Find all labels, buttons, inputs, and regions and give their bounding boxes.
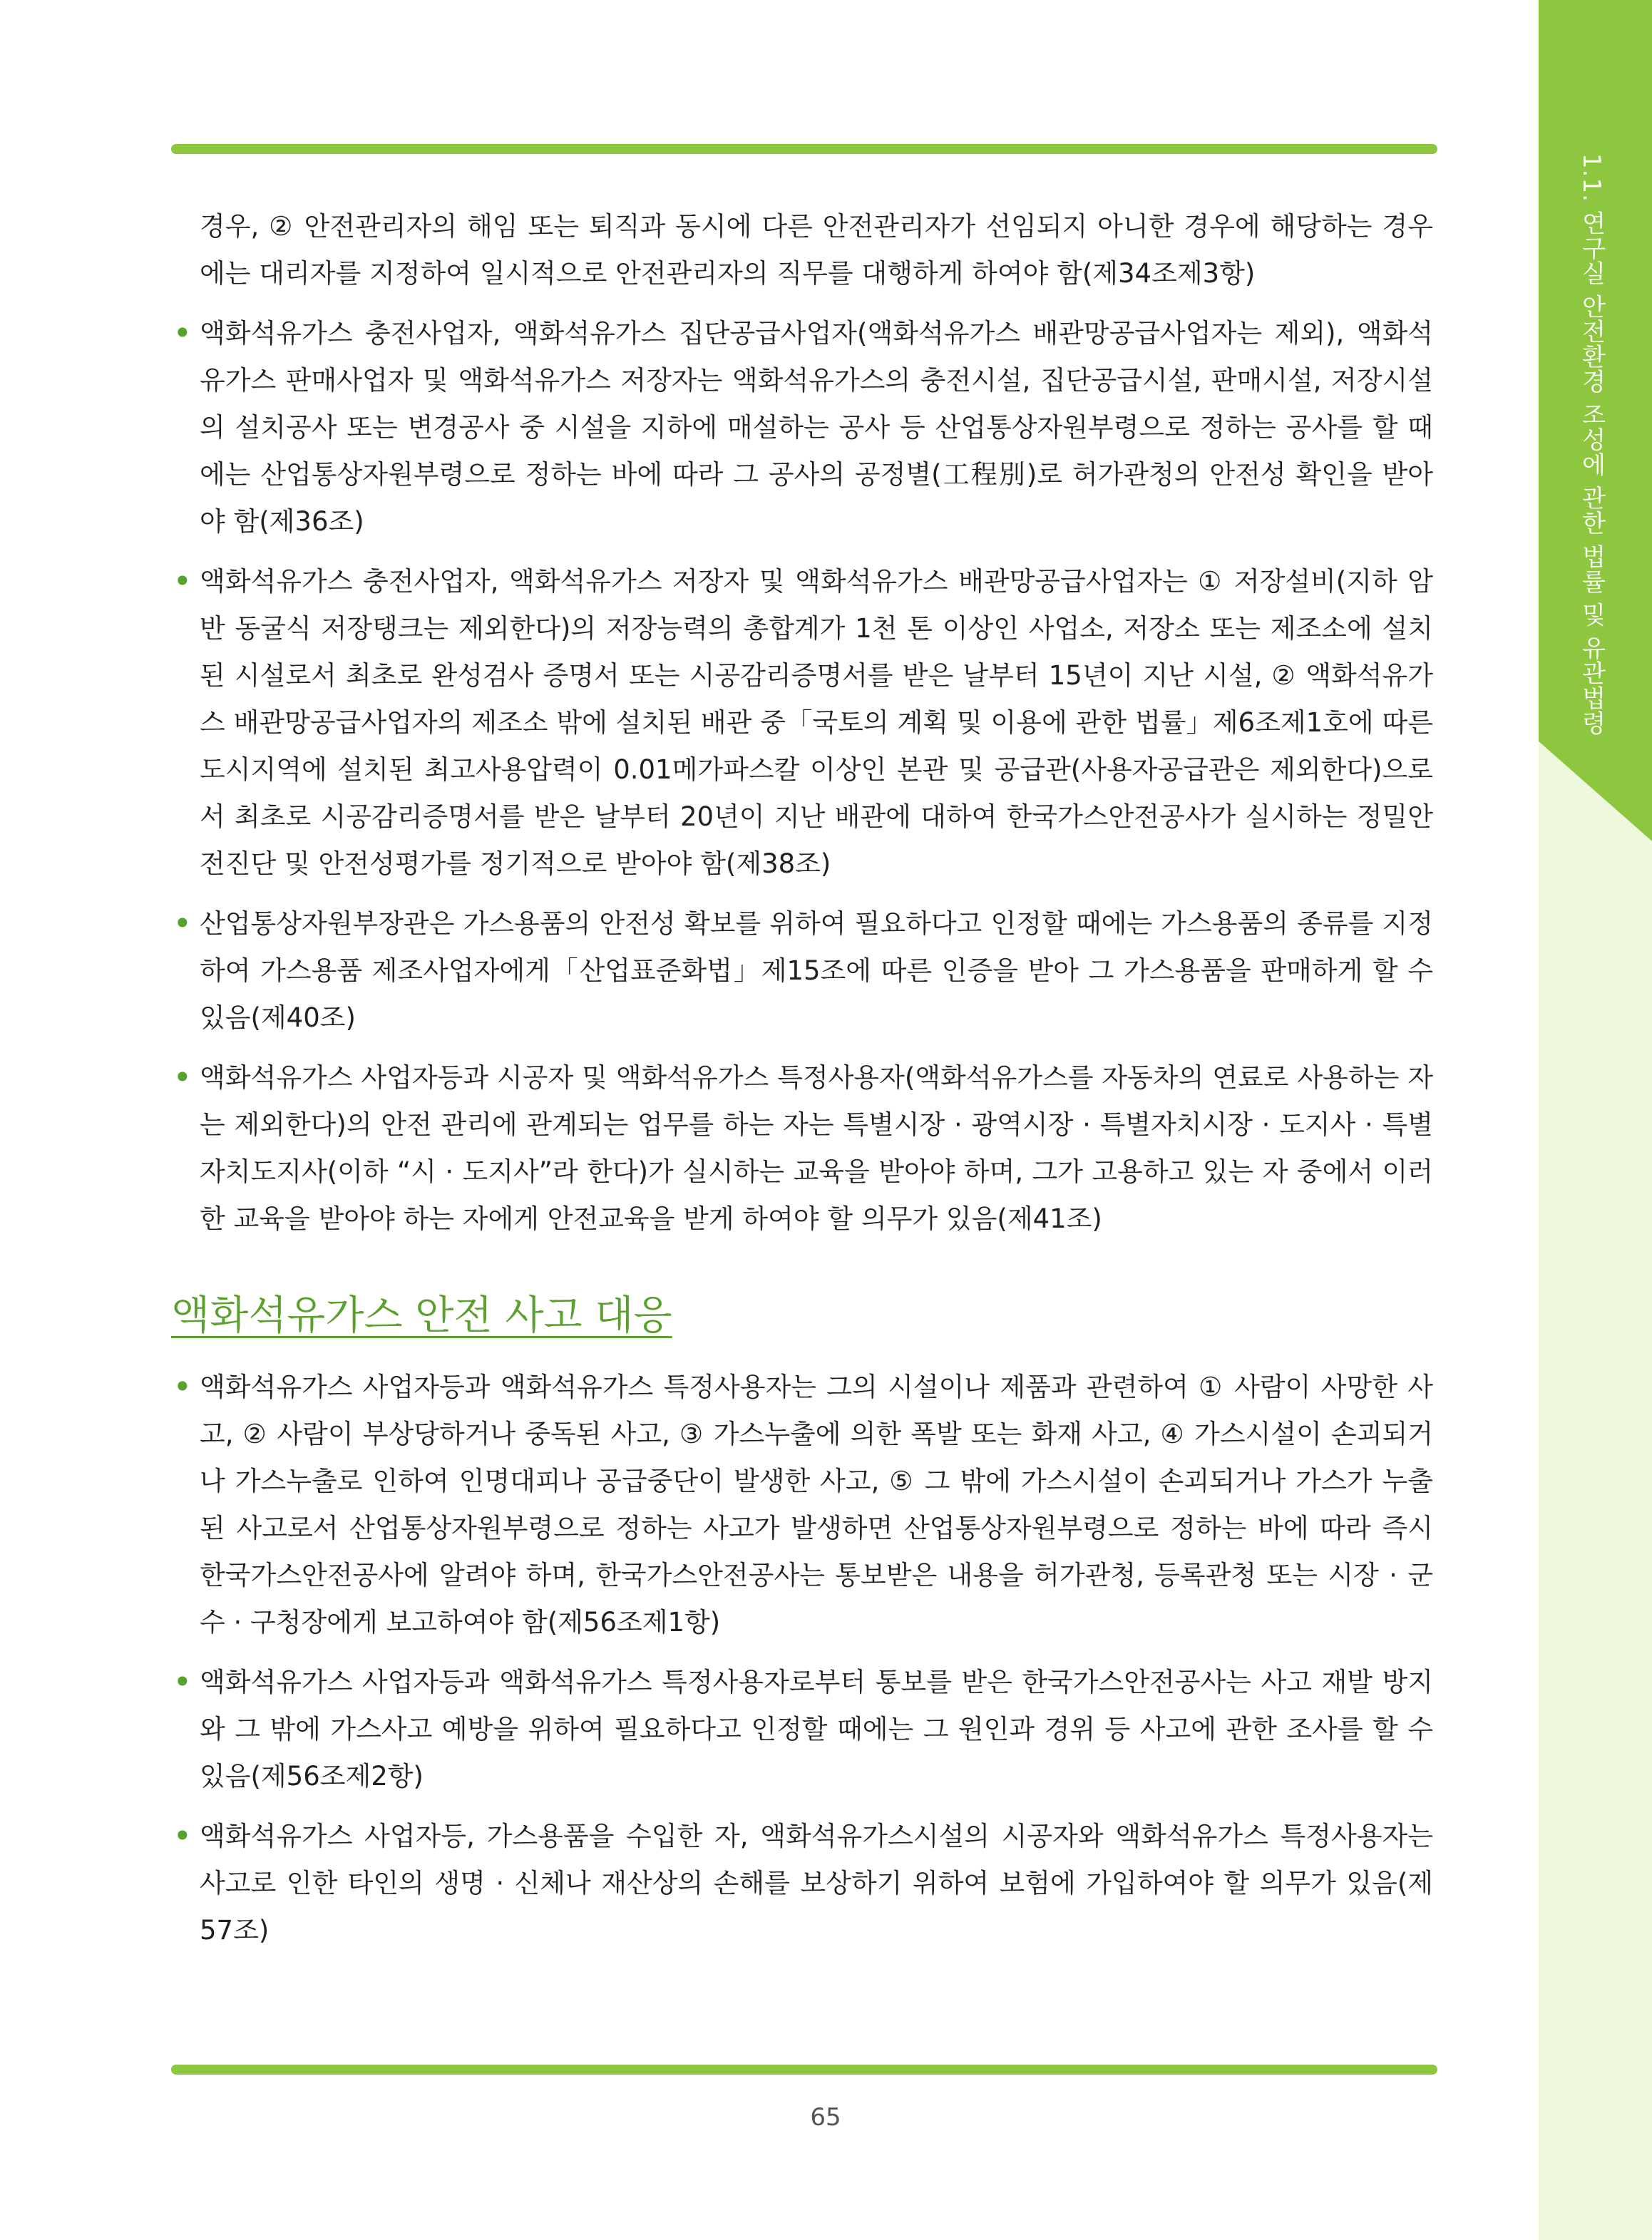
- side-chapter-label: 1.1. 연구실 안전환경 조성에 관한 법률 및 유관법령: [1577, 153, 1606, 736]
- bullet-item: • 액화석유가스 사업자등과 액화석유가스 특정사용자는 그의 시설이나 제품과 관련하여 ① 사람이 사망한 사고, ② 사람이 부상당하거나 중독된 사고, ③ 가스누출에 의한 폭발 또는 화재 사고, ④ 가스시설이 손괴되거나 가스누출로 인하여 인명대피나 공급중단이 발생한 사고, ⑤ 그 밖에 가스시설이 손괴되거나 가스가 누출된 사고로서 산업통상자원부령으로 정하는 사고가 발생하면 산업통상자원부령으로 정하는 바에 따라 즉시 한국가스안전공사에 알려야 하며, 한국가스안전공사는 통보받은 내용을 허가관청, 등록관청 또는 시장 · 군수 · 구청장에게 보고하여야 함(제56조제1항): [171, 1364, 1433, 1646]
- section-heading: 액화석유가스 안전 사고 대응: [171, 1293, 672, 1339]
- bullet-item: • 액화석유가스 충전사업자, 액화석유가스 집단공급사업자(액화석유가스 배관망공급사업자는 제외), 액화석유가스 판매사업자 및 액화석유가스 저장자는 액화석유가스의 충전시설, 집단공급시설, 판매시설, 저장시설의 설치공사 또는 변경공사 중 시설을 지하에 매설하는 공사 등 산업통상자원부령으로 정하는 공사를 할 때에는 산업통상자원부령으로 정하는 바에 따라 그 공사의 공정별(工程別)로 허가관청의 안전성 확인을 받아야 함(제36조): [171, 310, 1433, 545]
- top-divider: [171, 144, 1437, 154]
- bullet-item: • 액화석유가스 사업자등, 가스용품을 수입한 자, 액화석유가스시설의 시공자와 액화석유가스 특정사용자는 사고로 인한 타인의 생명 · 신체나 재산상의 손해를 보상하기 위하여 보험에 가입하여야 할 의무가 있음(제57조): [171, 1813, 1433, 1954]
- bullet-item: • 액화석유가스 사업자등과 시공자 및 액화석유가스 특정사용자(액화석유가스를 자동차의 연료로 사용하는 자는 제외한다)의 안전 관리에 관계되는 업무를 하는 자는 특별시장 · 광역시장 · 특별자치시장 · 도지사 · 특별자치도지사(이하 “시 · 도지사”라 한다)가 실시하는 교육을 받아야 하며, 그가 고용하고 있는 자 중에서 이러한 교육을 받아야 하는 자에게 안전교육을 받게 하여야 할 의무가 있음(제41조): [171, 1054, 1433, 1243]
- bullet-item: • 액화석유가스 사업자등과 액화석유가스 특정사용자로부터 통보를 받은 한국가스안전공사는 사고 재발 방지와 그 밖에 가스사고 예방을 위하여 필요하다고 인정할 때에는 그 원인과 경위 등 사고에 관한 조사를 할 수 있음(제56조제2항): [171, 1659, 1433, 1800]
- bullet-item: • 액화석유가스 충전사업자, 액화석유가스 저장자 및 액화석유가스 배관망공급사업자는 ① 저장설비(지하 암반 동굴식 저장탱크는 제외한다)의 저장능력의 총합계가 1천 톤 이상인 사업소, 저장소 또는 제조소에 설치된 시설로서 최초로 완성검사 증명서 또는 시공감리증명서를 받은 날부터 15년이 지난 시설, ② 액화석유가스 배관망공급사업자의 제조소 밖에 설치된 배관 중「국토의 계획 및 이용에 관한 법률」제6조제1호에 따른 도시지역에 설치된 최고사용압력이 0.01메가파스칼 이상인 본관 및 공급관(사용자공급관은 제외한다)으로서 최초로 시공감리증명서를 받은 날부터 20년이 지난 배관에 대하여 한국가스안전공사가 실시하는 정밀안전진단 및 안전성평가를 정기적으로 받아야 함(제38조): [171, 558, 1433, 888]
- page-number: 65: [810, 2103, 841, 2132]
- page-content: [171, 203, 1433, 1954]
- side-margin-band: [1539, 741, 1652, 2240]
- continuation-paragraph: 경우, ② 안전관리자의 해임 또는 퇴직과 동시에 다른 안전관리자가 선임되지 아니한 경우에 해당하는 경우에는 대리자를 지정하여 일시적으로 안전관리자의 직무를 대행하게 하여야 함(제34조제3항): [200, 211, 1433, 289]
- bullet-item: • 산업통상자원부장관은 가스용품의 안전성 확보를 위하여 필요하다고 인정할 때에는 가스용품의 종류를 지정하여 가스용품 제조사업자에게「산업표준화법」제15조에 따른 인증을 받아 그 가스용품을 판매하게 할 수 있음(제40조): [171, 900, 1433, 1042]
- bottom-divider: [171, 2065, 1437, 2075]
